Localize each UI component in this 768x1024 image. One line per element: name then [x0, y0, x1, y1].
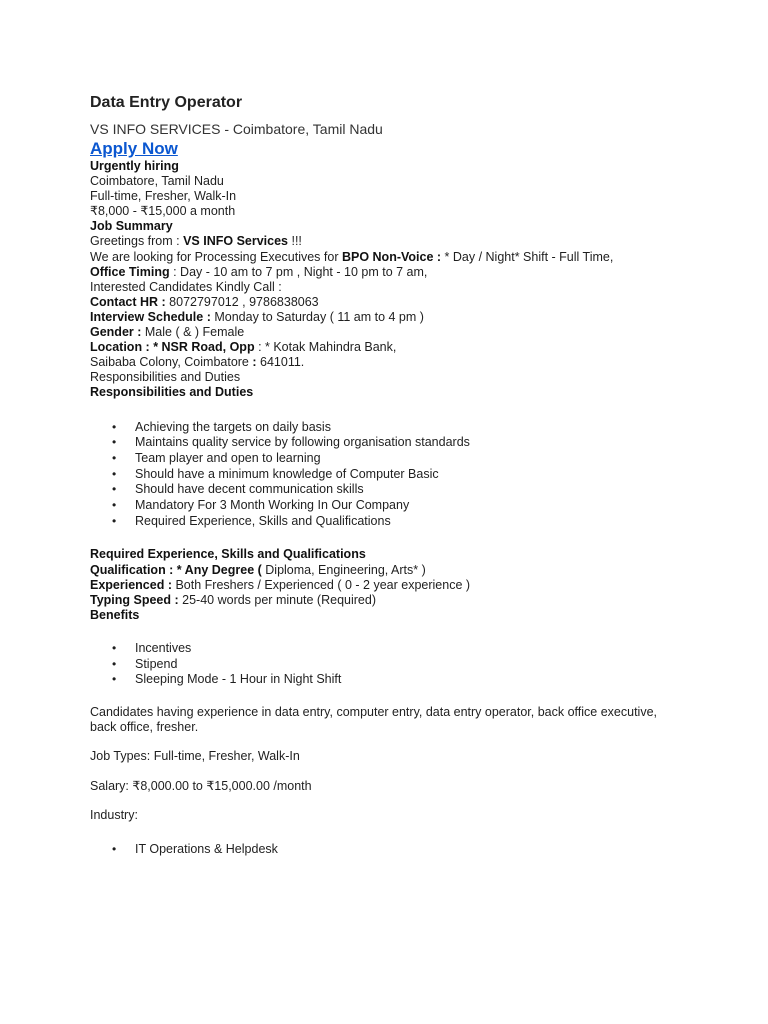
qualification-line: [90, 563, 730, 578]
benefits-list: [90, 641, 730, 688]
list-item: • Achieving the targets on daily basis: [90, 420, 730, 436]
looking-suffix: * Day / Night* Shift - Full Time,: [444, 249, 614, 264]
looking-for-line: [90, 250, 730, 265]
typing-value: 25-40 words per minute (Required): [182, 592, 376, 607]
timing-label: Office Timing: [90, 264, 170, 279]
list-item: • Incentives: [90, 641, 730, 657]
address-colon: :: [252, 355, 261, 370]
typing-speed-line: [90, 593, 730, 608]
office-timing-line: [90, 265, 730, 280]
greet-prefix: Greetings from :: [90, 234, 184, 249]
job-type-line: Full-time, Fresher, Walk-In: [90, 189, 237, 204]
typing-label: Typing Speed :: [90, 592, 183, 607]
looking-bold: BPO Non-Voice :: [341, 249, 445, 264]
greet-company: VS INFO Services: [183, 234, 289, 249]
timing-value: : Day - 10 am to 7 pm , Night - 10 pm to 7 am,: [169, 264, 428, 279]
industry-list: [90, 842, 730, 858]
location-label: Location : * NSR Road, Opp: [90, 340, 259, 355]
gender-line: [90, 325, 730, 340]
list-item: • IT Operations & Helpdesk: [90, 842, 730, 858]
exp-label: Experienced :: [90, 577, 176, 592]
candidates-paragraph: Candidates having experience in data entry, computer entry, data entry operator, back office executive, back office, fresher.: [90, 705, 657, 735]
job-location: Coimbatore, Tamil Nadu: [90, 174, 224, 189]
exp-value: Both Freshers / Experienced ( 0 - 2 year experience ): [175, 577, 471, 592]
contact-label: Contact HR :: [90, 294, 170, 309]
looking-prefix: We are looking for Processing Executives for: [90, 249, 342, 264]
contact-hr-line: [90, 295, 730, 310]
job-posting: [90, 91, 730, 858]
list-item: • Team player and open to learning: [90, 451, 730, 467]
interview-line: [90, 310, 730, 325]
qual-label: Qualification : * Any Degree (: [90, 562, 266, 577]
list-item: • Stipend: [90, 657, 730, 673]
industry-label: Industry:: [90, 807, 138, 822]
company-location: VS INFO SERVICES - Coimbatore, Tamil Nadu: [90, 121, 383, 137]
responsibilities-plain: Responsibilities and Duties: [90, 370, 241, 385]
benefits-heading: Benefits: [90, 607, 140, 622]
interview-value: Monday to Saturday ( 11 am to 4 pm ): [214, 309, 424, 324]
location-value: : * Kotak Mahindra Bank,: [258, 340, 397, 355]
list-item: • Should have a minimum knowledge of Computer Basic: [90, 467, 730, 483]
call-line: Interested Candidates Kindly Call :: [90, 279, 282, 294]
location-line: [90, 340, 730, 355]
apply-now-link[interactable]: Apply Now: [90, 139, 178, 158]
qual-value: Diploma, Engineering, Arts* ): [265, 562, 426, 577]
responsibilities-heading: Responsibilities and Duties: [90, 385, 254, 400]
salary-paragraph: Salary: ₹8,000.00 to ₹15,000.00 /month: [90, 778, 312, 793]
interview-label: Interview Schedule :: [90, 309, 215, 324]
greet-suffix: !!!: [288, 234, 302, 249]
list-item: • Sleeping Mode - 1 Hour in Night Shift: [90, 672, 730, 688]
list-item: • Should have decent communication skills: [90, 482, 730, 498]
list-item: • Maintains quality service by following organisation standards: [90, 435, 730, 451]
job-types-paragraph: Job Types: Full-time, Fresher, Walk-In: [90, 749, 300, 764]
gender-label: Gender :: [90, 325, 145, 340]
responsibilities-list: [90, 420, 730, 530]
requirements-heading: Required Experience, Skills and Qualifications: [90, 547, 366, 562]
contact-value: 8072797012 , 9786838063: [169, 294, 319, 309]
greeting-line: [90, 234, 730, 249]
address-prefix: Saibaba Colony, Coimbatore: [90, 355, 253, 370]
list-item: • Mandatory For 3 Month Working In Our Company: [90, 498, 730, 514]
gender-value: Male ( & ) Female: [144, 325, 245, 340]
address-line: [90, 355, 730, 370]
experienced-line: [90, 578, 730, 593]
job-summary-heading: Job Summary: [90, 219, 173, 234]
salary-line: ₹8,000 - ₹15,000 a month: [90, 204, 236, 219]
list-item: • Required Experience, Skills and Qualifications: [90, 514, 730, 530]
urgently-hiring: Urgently hiring: [90, 159, 179, 173]
job-title: Data Entry Operator: [90, 94, 243, 111]
address-pin: 641011.: [260, 355, 305, 370]
